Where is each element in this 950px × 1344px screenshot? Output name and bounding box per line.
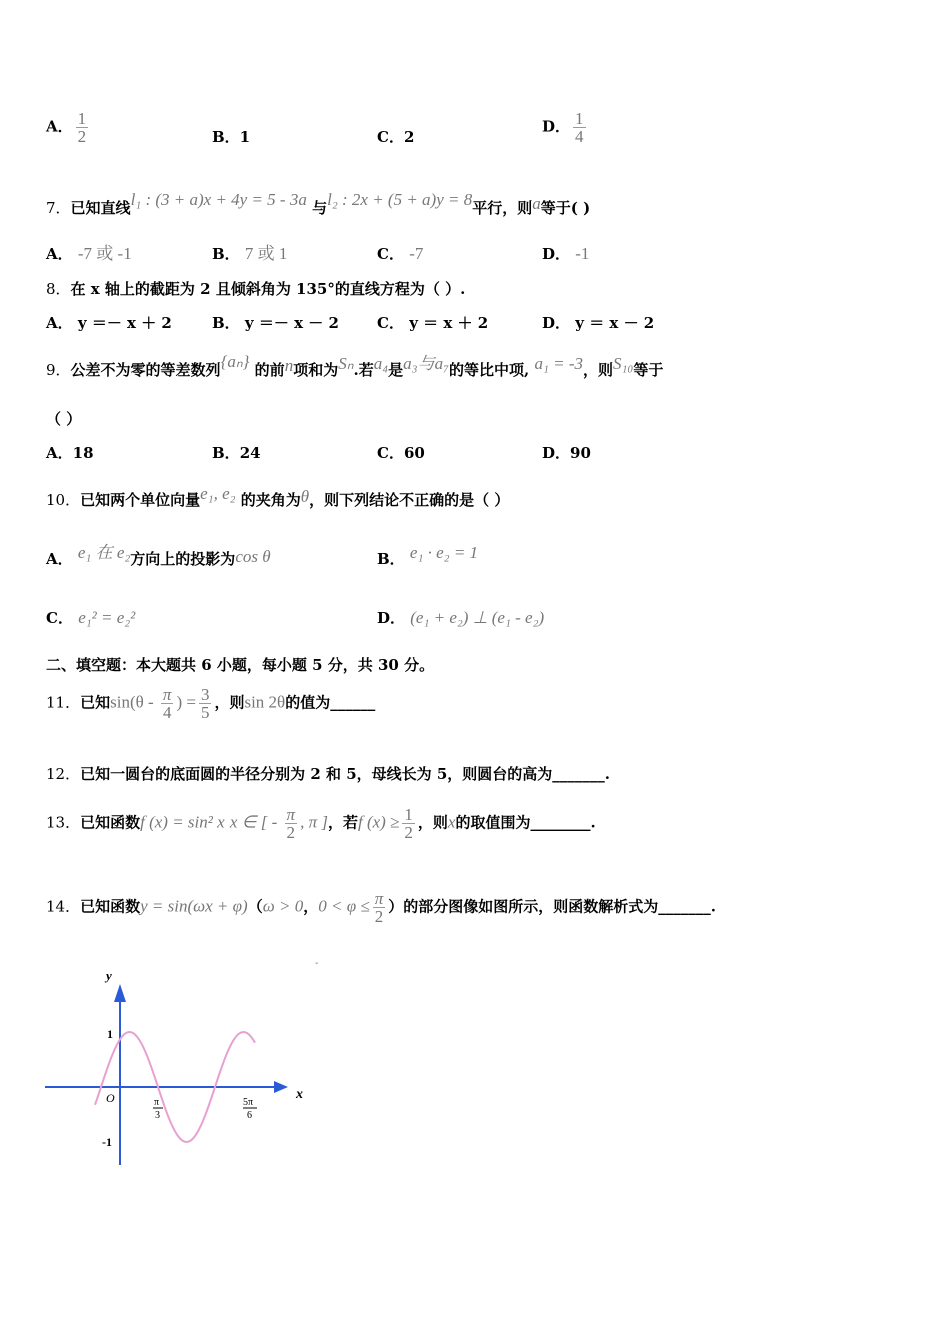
text: ，则 <box>583 361 614 379</box>
text: 方向上的投影为 <box>130 550 236 568</box>
math: , π ] <box>300 812 328 832</box>
option-label: C． <box>46 609 73 627</box>
option-label: B． <box>377 550 405 568</box>
fraction-one-half <box>402 806 415 841</box>
q10-option-c <box>46 608 135 628</box>
section-heading: 二、填空题：本大题共 6 小题，每小题 5 分，共 30 分。 <box>46 656 435 674</box>
tick-label-1: 1 <box>107 1027 113 1041</box>
option-label: A． <box>46 245 73 263</box>
option-text: 18 <box>72 444 94 462</box>
math: a₃与a₇ <box>403 354 449 373</box>
question-10 <box>46 484 510 510</box>
y-axis-arrow-icon <box>114 984 126 1002</box>
option-label: A． <box>46 117 73 136</box>
numerator: 3 <box>200 685 210 704</box>
text: （ <box>247 897 263 916</box>
q9-option-c <box>377 443 425 463</box>
fraction-pi-over-4 <box>161 686 174 721</box>
fraction-one-quarter <box>573 110 586 145</box>
q9-option-a <box>46 443 94 463</box>
text: 已知一圆台的底面圆的半径分别为 2 和 5，母线长为 5，则圆台的高为_______. <box>80 765 611 783</box>
math: n <box>284 356 294 375</box>
fraction-one-half <box>76 110 89 145</box>
math: f (x) = sin² x <box>140 812 225 832</box>
math: e₁² = e₂² <box>78 608 136 627</box>
question-11 <box>46 686 375 721</box>
question-number: 13． <box>46 813 81 832</box>
math: x ∈ [ - <box>229 812 282 832</box>
question-8 <box>46 279 465 299</box>
text: 项和为 <box>293 361 339 379</box>
tick-label-neg1: -1 <box>102 1135 112 1149</box>
option-a <box>46 110 91 145</box>
option-d <box>542 110 589 145</box>
tick-pi-3-num: π <box>154 1097 160 1108</box>
text: 的等比中项, <box>448 361 530 379</box>
q9-option-b <box>212 443 261 463</box>
answer-paren: （ ） <box>46 410 82 428</box>
numerator: π <box>374 889 384 908</box>
q7-option-b <box>212 244 287 264</box>
text: ）的部分图像如图所示，则函数解析式为_______. <box>388 897 716 916</box>
math: ω > 0 <box>262 896 304 916</box>
option-label: D． <box>542 245 571 263</box>
text: 与 <box>312 199 328 217</box>
question-7 <box>46 190 591 218</box>
denominator: 2 <box>285 823 298 841</box>
q10-option-b <box>377 543 479 569</box>
text: ，若 <box>327 813 358 832</box>
question-number: 12． <box>46 765 81 783</box>
option-text: y ＝ x － 2 <box>575 314 655 332</box>
text: 的取值围为________. <box>455 813 596 832</box>
math: {aₙ} <box>220 352 250 371</box>
math: e₁, e₂ <box>200 484 236 503</box>
denominator: 2 <box>77 127 87 146</box>
option-label: B． <box>212 245 240 263</box>
option-label: D． <box>377 609 406 627</box>
option-label: A． <box>46 550 73 568</box>
question-number: 7． <box>46 199 71 217</box>
math: sin 2θ <box>244 692 286 712</box>
tick-pi-3-den: 3 <box>155 1110 160 1121</box>
q10-option-a <box>46 543 271 569</box>
option-text: -1 <box>575 244 590 263</box>
question-9 <box>46 352 664 380</box>
text: 在 x 轴上的截距为 2 且倾斜角为 135°的直线方程为（ ）. <box>70 280 466 298</box>
denominator: 2 <box>373 907 386 925</box>
option-label: C． <box>377 444 404 462</box>
text: ，则 <box>214 693 245 712</box>
option-text: 60 <box>403 444 425 462</box>
math: y = sin(ωx + φ) <box>140 896 248 916</box>
sine-graph <box>40 960 330 1175</box>
numerator: π <box>286 805 296 824</box>
math: l₂ : 2x + (5 + a)y = 8 <box>327 190 473 209</box>
question-12 <box>46 764 610 784</box>
question-13 <box>46 806 596 841</box>
text: ， <box>303 897 319 916</box>
denominator: 4 <box>575 127 584 146</box>
math: 0 < φ ≤ <box>318 896 370 916</box>
q7-option-d <box>542 244 589 264</box>
option-text: y ＝ x ＋ 2 <box>409 314 489 332</box>
option-text: y ＝－ x － 2 <box>244 314 339 332</box>
denominator: 2 <box>404 823 413 842</box>
question-number: 10． <box>46 491 81 509</box>
math: Sₙ <box>338 354 354 373</box>
math: (e₁ + e₂) ⊥ (e₁ - e₂) <box>410 608 545 627</box>
question-number: 9． <box>46 361 71 379</box>
text: 公差不为零的等差数列 <box>70 361 221 379</box>
math: l₁ : (3 + a)x + 4y = 5 - 3a <box>130 190 307 209</box>
x-label: x <box>296 1087 303 1102</box>
text: 的值为______ <box>285 693 376 712</box>
tick-5pi-6-den: 6 <box>247 1110 252 1121</box>
option-b: B．1 <box>212 128 251 146</box>
option-text: -7 或 -1 <box>77 244 132 263</box>
fraction-pi-over-2 <box>373 890 386 925</box>
q8-option-a <box>46 313 172 333</box>
option-label: B． <box>212 314 240 332</box>
text: 已知两个单位向量 <box>80 491 201 509</box>
option-text: 24 <box>239 444 261 462</box>
option-label: A． <box>46 314 73 332</box>
stray-mark: - <box>315 958 319 969</box>
option-label: B． <box>212 444 240 462</box>
q8-option-d <box>542 313 654 333</box>
option-label: C． <box>377 245 404 263</box>
math: cos θ <box>235 547 271 566</box>
y-label: y <box>106 968 112 983</box>
fraction-pi-over-2 <box>285 806 298 841</box>
q9-option-d <box>542 443 591 463</box>
text: 是 <box>388 361 404 379</box>
option-c: C．2 <box>377 128 415 146</box>
q7-option-a <box>46 244 132 264</box>
text: 已知 <box>80 693 111 712</box>
option-label: D． <box>542 314 571 332</box>
question-number: 8． <box>46 280 71 298</box>
text: 的夹角为 <box>240 491 301 509</box>
option-label: D． <box>542 117 571 136</box>
math: f (x) ≥ <box>357 812 400 832</box>
q10-option-d <box>377 608 544 628</box>
option-text: y ＝－ x ＋ 2 <box>77 314 172 332</box>
numerator: π <box>162 685 172 704</box>
option-label: A． <box>46 444 73 462</box>
option-text: -7 <box>409 244 424 263</box>
tick-5pi-6-num: 5π <box>243 1097 254 1108</box>
math: x <box>447 812 456 832</box>
text: 已知函数 <box>80 897 141 916</box>
text: 等于( ) <box>540 199 591 217</box>
fraction-3-over-5 <box>199 686 212 721</box>
text: 已知函数 <box>80 813 141 832</box>
text: .若 <box>353 361 374 379</box>
q8-option-b <box>212 313 339 333</box>
math: e₁ · e₂ = 1 <box>409 543 479 562</box>
q8-option-c <box>377 313 488 333</box>
text: 等于 <box>633 361 664 379</box>
math: sin(θ - <box>110 692 158 712</box>
option-label: C． <box>377 314 404 332</box>
text: ，则下列结论不正确的是（ ） <box>309 491 510 509</box>
math: a₄ <box>373 354 389 373</box>
math: θ <box>300 487 310 506</box>
math: a₁ = -3 <box>534 354 583 373</box>
q7-option-c <box>377 244 423 264</box>
question-number: 11． <box>46 693 81 712</box>
math: a <box>532 194 541 213</box>
option-text: 7 或 1 <box>244 244 288 263</box>
numerator: 1 <box>575 109 584 128</box>
origin-label: O <box>106 1091 115 1105</box>
math: S₁₀ <box>613 354 634 373</box>
option-text: 90 <box>570 444 591 462</box>
math: ) = <box>176 692 196 712</box>
text: 已知直线 <box>70 199 131 217</box>
text: ，则 <box>417 813 448 832</box>
question-14 <box>46 890 716 925</box>
numerator: 1 <box>77 109 87 128</box>
math: e₁ 在 e₂ <box>77 543 131 562</box>
denominator: 5 <box>200 703 210 722</box>
option-label: D． <box>542 444 571 462</box>
x-axis-arrow-icon <box>274 1081 288 1093</box>
text: 的前 <box>254 361 285 379</box>
text: 平行，则 <box>472 199 533 217</box>
numerator: 1 <box>404 805 413 824</box>
denominator: 4 <box>161 703 174 721</box>
question-number: 14． <box>46 897 81 916</box>
